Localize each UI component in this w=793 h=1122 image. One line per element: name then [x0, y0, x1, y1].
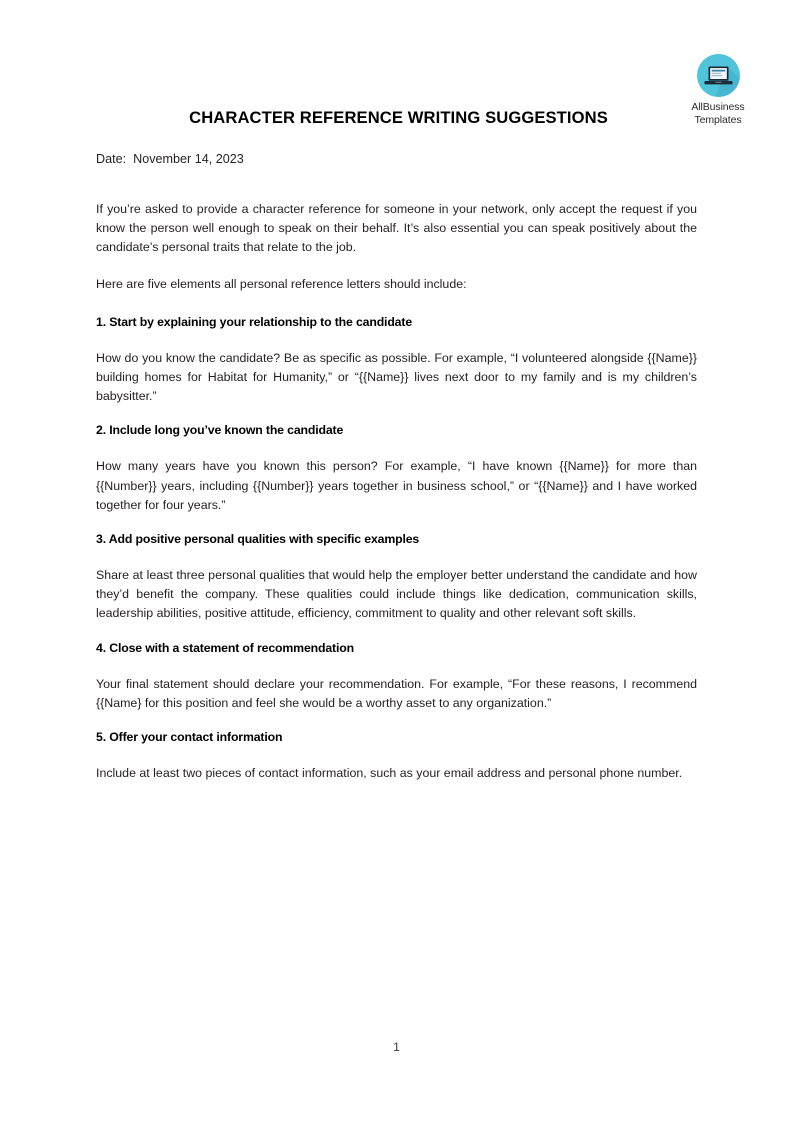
date-line: Date: November 14, 2023: [96, 152, 244, 166]
laptop-circle-icon: [697, 54, 740, 97]
document-body: [96, 150, 697, 799]
section-heading-5: 5. Offer your contact information: [96, 730, 283, 745]
page-title: CHARACTER REFERENCE WRITING SUGGESTIONS: [189, 108, 608, 128]
lead-in-text: Here are five elements all personal reference letters should include:: [96, 276, 467, 291]
brand-name-line2: Templates: [694, 113, 742, 126]
section-heading-4: 4. Close with a statement of recommendation: [96, 640, 354, 655]
section-heading-2: 2. Include long you’ve known the candidate: [96, 423, 344, 438]
section-body-3: Share at least three personal qualities that would help the employer better understand the candidate and how they’d benefit the company. These qualities could include things like dedication, communication skills, leadership abilities, positive attitude, efficiency, commitment to quality and other relevant soft skills.: [96, 568, 697, 621]
brand-name-line1: AllBusiness: [691, 101, 745, 113]
section-heading-1: 1. Start by explaining your relationship to the candidate: [96, 314, 413, 329]
section-body-5: Include at least two pieces of contact information, such as your email address and personal phone number.: [96, 766, 683, 781]
section-heading-3: 3. Add positive personal qualities with specific examples: [96, 532, 420, 547]
section-body-2: How many years have you known this person? For example, “I have known {{Name}} for more than {{Number}} years, including {{Number}} years together in business school,” or “{{Name}} and I have worked together for four years.”: [96, 459, 697, 512]
intro-paragraph: If you’re asked to provide a character reference for someone in your network, only accept the request if you know the person well enough to speak on their behalf. It’s also essential you can speak positively about the candidate’s personal traits that relate to the job.: [96, 202, 697, 255]
section-body-4: Your final statement should declare your recommendation. For example, “For these reasons, I recommend {{Name} for this position and feel she would be a worthy asset to any organization.”: [96, 676, 697, 710]
page-number: 1: [393, 1040, 400, 1054]
section-body-1: How do you know the candidate? Be as specific as possible. For example, “I volunteered alongside {{Name}} building homes for Habitat for Humanity,” or “{{Name}} lives next door to my family and is my children’s babysitter.”: [96, 350, 697, 404]
